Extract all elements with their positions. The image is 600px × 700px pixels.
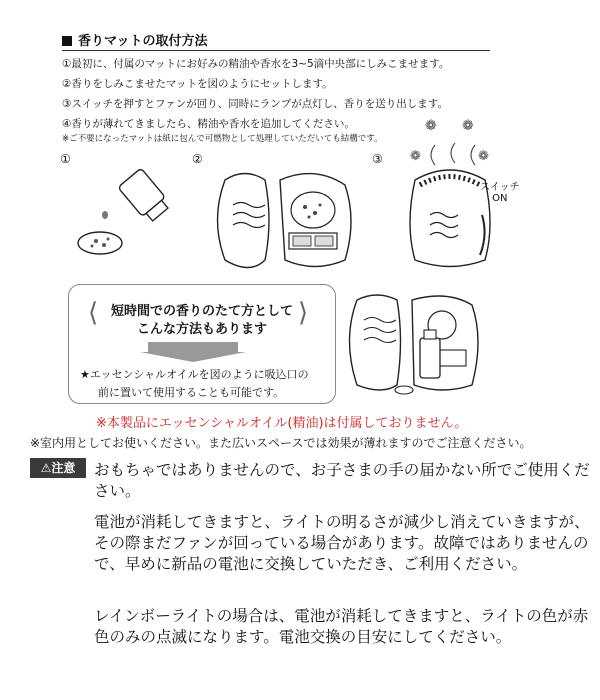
left-bracket-icon: ⟨ bbox=[88, 298, 99, 328]
step-3: ③スイッチを押すとファンが回り、同時にランプが点灯し、香りを送り出します。 bbox=[62, 98, 448, 110]
not-included-warning: ※本製品にエッセンシャルオイル(精油)は付属しておりません。 bbox=[96, 416, 468, 431]
title-divider bbox=[62, 50, 490, 51]
caution-paragraph-1: おもちゃではありませんので、お子さまの手の届かない所でご使用ください。 bbox=[94, 461, 590, 500]
figure-label-2: ② bbox=[192, 152, 203, 166]
oil-tip-line2: 前に置いて使用することも可能です。 bbox=[98, 386, 285, 399]
tip-device-with-oil-illustration bbox=[342, 290, 492, 400]
step-4: ④香りが薄れてきましたら、精油や香水を追加してください。 bbox=[62, 118, 355, 130]
figure-label-3: ③ bbox=[372, 152, 383, 166]
right-bracket-icon: ⟩ bbox=[298, 298, 309, 328]
step-1: ①最初に、付属のマットにお好みの精油や香水を3~5滴中央部にしみこませます。 bbox=[62, 58, 450, 70]
svg-text:❁: ❁ bbox=[478, 149, 489, 164]
tip-heading-line1: 短時間での香りのたて方として bbox=[110, 304, 293, 319]
svg-text:❁: ❁ bbox=[462, 118, 474, 134]
tip-heading-line2: こんな方法もあります bbox=[136, 322, 267, 337]
step-2: ②香りをしみこませたマットを図のようにセットします。 bbox=[62, 78, 333, 90]
figure-label-1: ① bbox=[60, 152, 71, 166]
down-arrow-icon bbox=[148, 342, 238, 352]
svg-text:❁: ❁ bbox=[425, 118, 437, 134]
oil-tip-line1: ★エッセンシャルオイルを図のように吸込口の bbox=[80, 368, 309, 381]
down-arrowhead-icon bbox=[140, 352, 246, 362]
switch-on-label: スイッチ ON bbox=[480, 182, 520, 204]
section-title: 香りマットの取付方法 bbox=[62, 30, 207, 49]
svg-text:❁: ❁ bbox=[410, 149, 421, 164]
caution-paragraph-3: レインボーライトの場合は、電池が消耗してきますと、ライトの色が赤色のみの点滅になります。電池交換の目安にしてください。 bbox=[94, 607, 589, 646]
figure-1-oil-bottle-illustration bbox=[70, 165, 180, 265]
figure-2-open-device-illustration bbox=[205, 165, 365, 275]
indoor-use-note: ※室内用としてお使いください。また広いスペースでは効果が薄れますのでご注意ください。 bbox=[30, 436, 532, 450]
square-bullet-icon bbox=[62, 36, 72, 46]
disposal-note: ※ご不要になったマットは紙に包んで可燃物として処理していただいても結構です。 bbox=[62, 134, 383, 144]
caution-paragraph-2: 電池が消耗してきますと、ライトの明るさが減少し消えていきますが、その際まだファンが回っている場合があります。故障ではありませんので、早めに新品の電池に交換していただき、ご利用ください。 bbox=[94, 513, 590, 573]
caution-badge: ⚠注意 bbox=[30, 458, 86, 478]
